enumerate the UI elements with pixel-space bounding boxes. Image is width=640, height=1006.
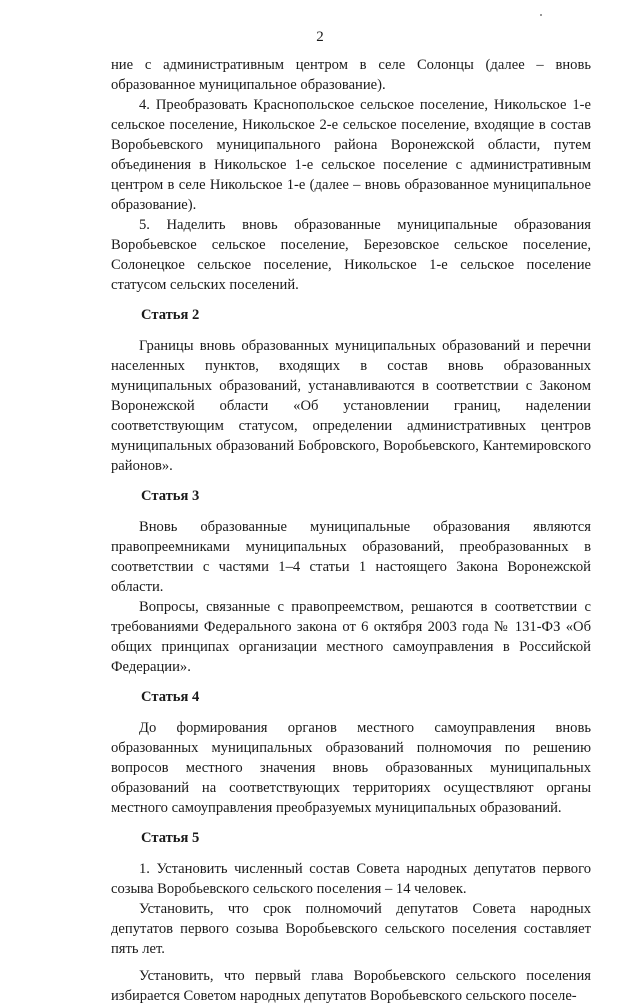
paragraph: Установить, что первый глава Воробьевского сельского поселения избирается Советом народных депутатов Воробьевского сельского поселе- [111, 968, 591, 1004]
paragraph: 5. Наделить вновь образованные муниципальные образования Воробьевское сельское поселение, Березовское сельское поселение, Солонецкое сельское поселение, Никольское 1-е сельское поселение статусом сельских поселений. [111, 217, 591, 293]
article-heading: Статья 4 [141, 689, 200, 705]
scan-speck [540, 14, 542, 16]
document-body [111, 55, 591, 1006]
page-number: 2 [316, 29, 324, 45]
paragraph: Вопросы, связанные с правопреемством, решаются в соответствии с требованиями Федерального закона от 6 октября 2003 года № 131-ФЗ «Об общих принципах организации местного самоуправления в Российской Федерации». [111, 599, 591, 675]
paragraph: ние с административным центром в селе Солонцы (далее – вновь образованное муниципальное образование). [111, 57, 591, 93]
paragraph: 4. Преобразовать Краснопольское сельское поселение, Никольское 1-е сельское поселение, Никольское 2-е сельское поселение, входящие в состав Воробьевского муниципального района Воронежской области, путем объединения в Никольское 1-е сельское поселение с административным центром в селе Никольское 1-е (далее – вновь образованное муниципальное образование). [111, 97, 591, 213]
paragraph: Границы вновь образованных муниципальных образований и перечни населенных пунктов, входящих в состав вновь образованных муниципальных образований, устанавливаются в соответствии с Законом Воронежской области «Об установлении границ, наделении соответствующим статусом, определении административных центров муниципальных образований Бобровского, Воробьевского, Кантемировского районов». [111, 338, 591, 474]
paragraph: Вновь образованные муниципальные образования являются правопреемниками муниципальных образований, преобразованных в соответствии с частями 1–4 статьи 1 настоящего Закона Воронежской области. [111, 519, 591, 595]
article-heading: Статья 3 [141, 488, 200, 504]
paragraph: До формирования органов местного самоуправления вновь образованных муниципальных образований полномочия по решению вопросов местного значения вновь образованных муниципальных образований на соответствующих территориях осуществляют органы местного самоуправления преобразуемых муниципальных образований. [111, 720, 591, 816]
article-heading: Статья 2 [141, 307, 200, 323]
article-heading: Статья 5 [141, 830, 200, 846]
paragraph: Установить, что срок полномочий депутатов Совета народных депутатов первого созыва Воробьевского сельского поселения составляет пять лет. [111, 901, 591, 957]
paragraph: 1. Установить численный состав Совета народных депутатов первого созыва Воробьевского сельского поселения – 14 человек. [111, 861, 591, 897]
